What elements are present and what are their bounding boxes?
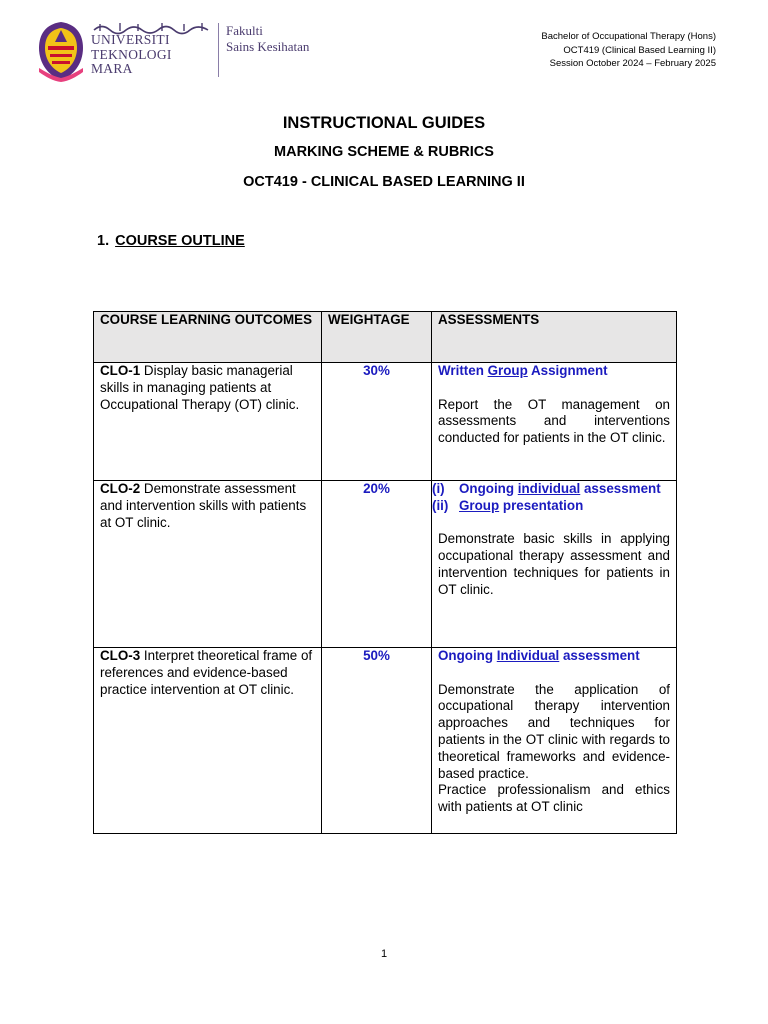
- document-header-info: [541, 30, 716, 71]
- list-text-pre: Ongoing: [459, 481, 518, 496]
- course-title: OCT419 - CLINICAL BASED LEARNING II: [243, 174, 525, 190]
- assessment-title-underlined: Individual: [496, 648, 560, 663]
- table-row: [94, 481, 677, 648]
- spacer: [438, 515, 670, 532]
- list-text-underlined: individual: [517, 481, 581, 496]
- assessment-description: Report the OT management on assessments and interventions conducted for patients in the OT clinic.: [438, 396, 670, 446]
- list-number: (i): [432, 481, 445, 496]
- assessment-description-2: Practice professionalism and ethics with patients at OT clinic: [438, 782, 670, 815]
- assessment-title: [438, 648, 670, 665]
- university-line-1: UNIVERSITI: [91, 32, 170, 47]
- page-number: 1: [380, 948, 388, 960]
- faculty-name: [226, 23, 309, 55]
- uitm-crest-icon: [34, 20, 88, 82]
- clo-code: CLO-2: [100, 481, 141, 496]
- clo-code: CLO-3: [100, 648, 141, 663]
- assessment-title: [438, 363, 670, 380]
- page-title: INSTRUCTIONAL GUIDES: [282, 114, 486, 132]
- section-heading: [97, 233, 245, 249]
- table-header-row: [94, 312, 677, 363]
- faculty-line-1: Fakulti: [226, 23, 263, 38]
- clo-outcome: Interpret theoretical frame of references and evidence-based practice intervention at OT clinic.: [100, 648, 313, 697]
- header-clo: COURSE LEARNING OUTCOMES: [94, 312, 322, 363]
- weightage-cell: 50%: [322, 648, 432, 834]
- list-text-post: presentation: [499, 497, 584, 513]
- table-row: [94, 648, 677, 834]
- table-row: [94, 363, 677, 481]
- assessment-description: Demonstrate the application of occupational therapy intervention approaches and techniques for patients in the OT clinic with regards to theoretical frameworks and evidence-based practice.: [438, 681, 670, 781]
- session-dates: Session October 2024 – February 2025: [549, 58, 716, 69]
- faculty-line-2: Sains Kesihatan: [226, 39, 310, 54]
- assessment-title-post: Assignment: [527, 363, 608, 378]
- uitm-logo: [34, 20, 334, 84]
- course-code: OCT419 (Clinical Based Learning II): [563, 44, 716, 56]
- weightage-cell: 20%: [322, 481, 432, 648]
- list-number: (ii): [432, 497, 449, 513]
- weightage-cell: 30%: [322, 363, 432, 481]
- assessment-cell: [432, 648, 677, 834]
- clo-cell: [94, 363, 322, 481]
- header-weightage: WEIGHTAGE: [322, 312, 432, 363]
- spacer: [438, 380, 670, 397]
- section-number: 1.: [97, 233, 110, 249]
- assessment-title-underlined: Group: [487, 363, 528, 378]
- clo-outcome: Display basic managerial skills in managing patients at Occupational Therapy (OT) clinic.: [100, 363, 300, 412]
- university-line-3: MARA: [91, 61, 133, 76]
- logo-divider: [218, 23, 219, 77]
- university-name: [91, 33, 172, 77]
- clo-code: CLO-1: [100, 363, 141, 378]
- list-text-post: assessment: [580, 481, 661, 496]
- assessment-list-item: [432, 481, 670, 498]
- assessment-description: Demonstrate basic skills in applying occupational therapy assessment and intervention techniques for patients in OT clinic.: [438, 531, 670, 597]
- assessment-cell: [432, 363, 677, 481]
- list-text-underlined: Group: [459, 497, 500, 513]
- university-line-2: TEKNOLOGI: [91, 46, 172, 62]
- clo-cell: [94, 648, 322, 834]
- assessment-title-pre: Ongoing: [438, 648, 497, 663]
- assessment-title-post: assessment: [559, 648, 640, 663]
- course-outline-table: [93, 311, 677, 834]
- page-subtitle: MARKING SCHEME & RUBRICS: [274, 144, 494, 160]
- clo-cell: [94, 481, 322, 648]
- spacer: [438, 665, 670, 682]
- assessment-list-item: [432, 497, 670, 515]
- assessment-title-pre: Written: [438, 363, 488, 378]
- clo-outcome: Demonstrate assessment and intervention skills with patients at OT clinic.: [100, 481, 307, 530]
- header-assessments: ASSESSMENTS: [432, 312, 677, 363]
- assessment-cell: [432, 481, 677, 648]
- programme-name: Bachelor of Occupational Therapy (Hons): [541, 31, 716, 42]
- section-title: COURSE OUTLINE: [115, 233, 245, 249]
